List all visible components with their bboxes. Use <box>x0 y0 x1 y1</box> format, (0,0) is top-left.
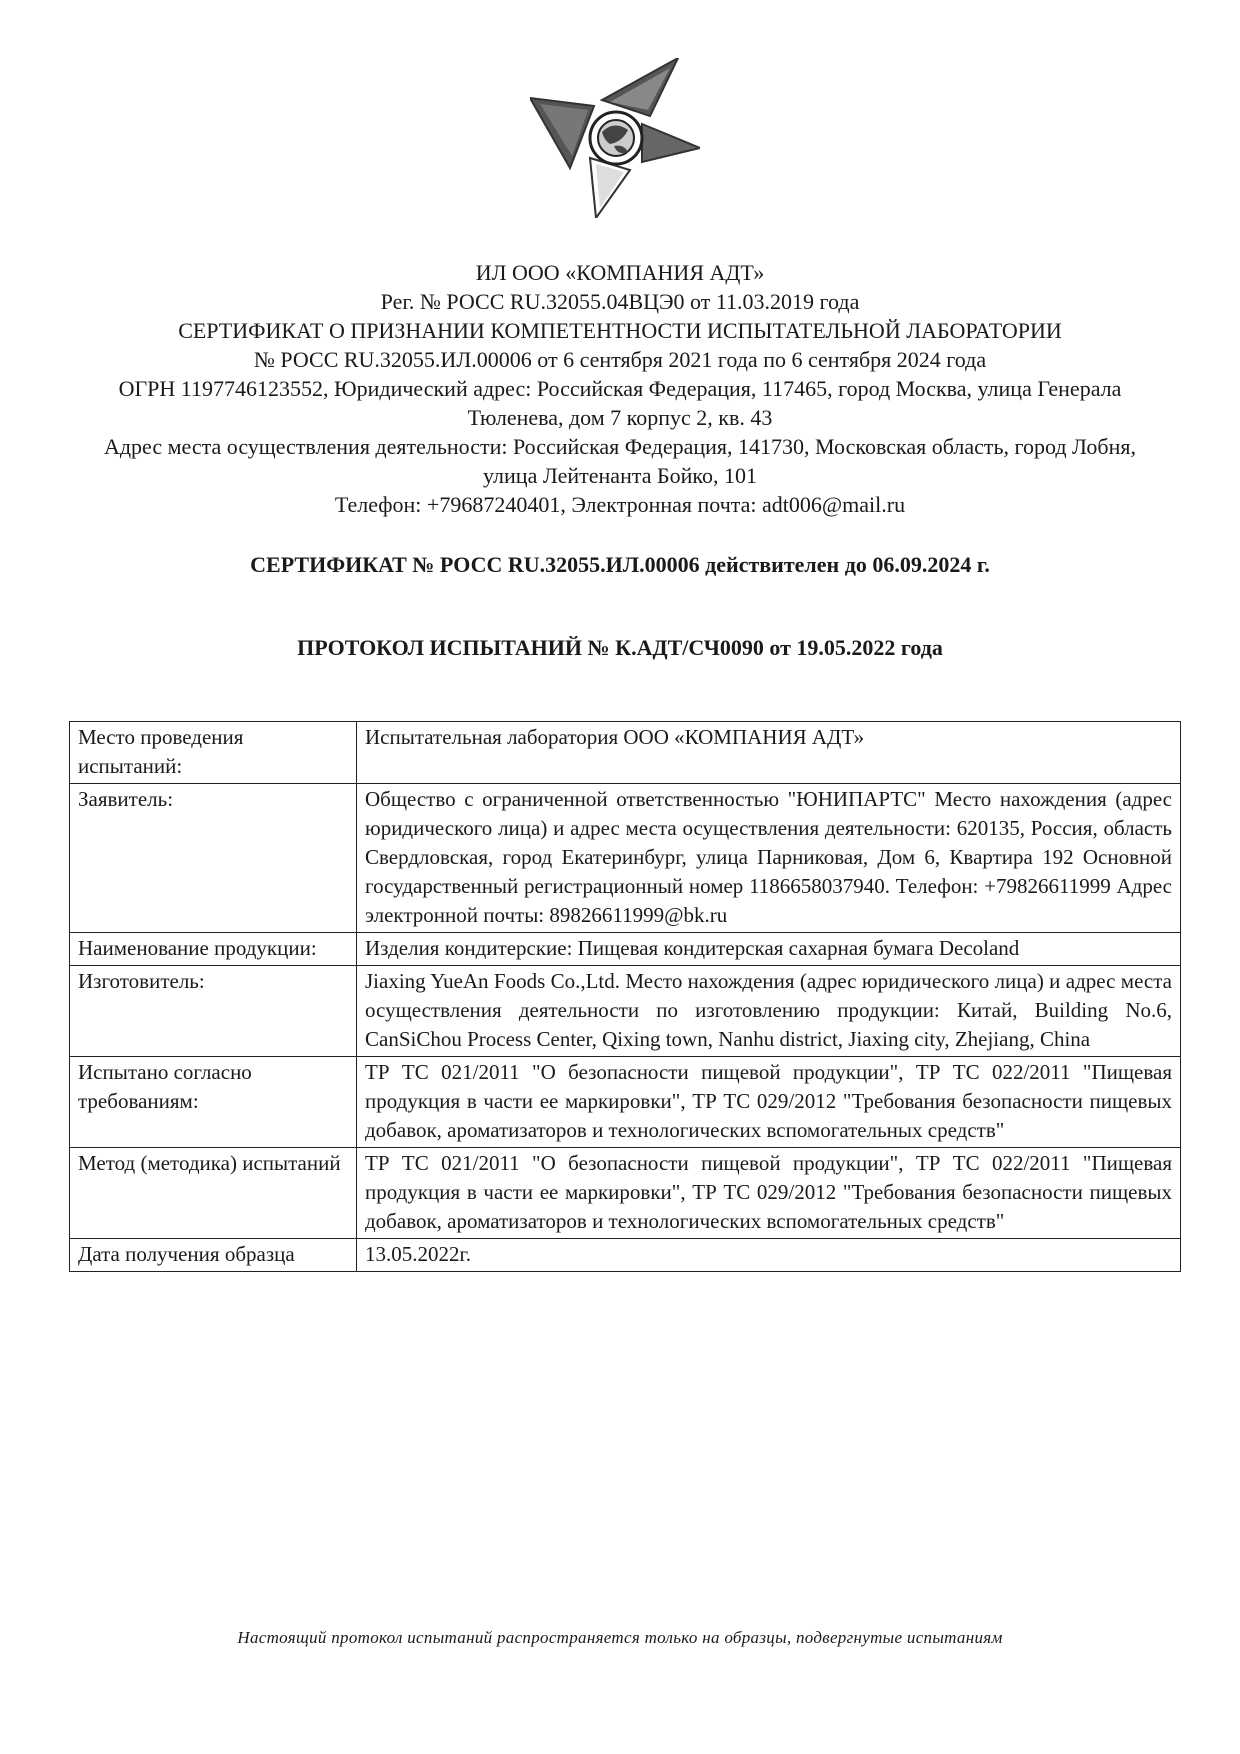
table-row <box>70 966 1181 1057</box>
row-label: Изготовитель: <box>70 966 357 1057</box>
contacts: Телефон: +79687240401, Электронная почта: adt006@mail.ru <box>334 492 906 517</box>
row-label: Метод (методика) испытаний <box>70 1148 357 1239</box>
activity-address: Адрес места осуществления деятельности: Российская Федерация, 141730, Московская область, город Лобня, улица Лейтенанта Бойко, 101 <box>103 434 1137 488</box>
row-label: Дата получения образца <box>70 1239 357 1272</box>
table-row <box>70 1057 1181 1148</box>
lab-registration: Рег. № РОСС RU.32055.04ВЦЭ0 от 11.03.2019 года <box>380 289 860 314</box>
lab-header <box>90 258 1150 519</box>
legal-address: ОГРН 1197746123552, Юридический адрес: Российская Федерация, 117465, город Москва, улица Генерала Тюленева, дом 7 корпус 2, кв. 43 <box>118 376 1122 430</box>
footer-note: Настоящий протокол испытаний распространяется только на образцы, подвергнутые испытаниям <box>237 1628 1003 1647</box>
certificate-number: № РОСС RU.32055.ИЛ.00006 от 6 сентября 2021 года по 6 сентября 2024 года <box>253 347 987 372</box>
row-value: 13.05.2022г. <box>357 1239 1181 1272</box>
company-logo-icon <box>530 58 700 218</box>
certificate-validity: СЕРТИФИКАТ № РОСС RU.32055.ИЛ.00006 действителен до 06.09.2024 г. <box>250 552 990 577</box>
row-label: Испытано согласно требованиям: <box>70 1057 357 1148</box>
row-label: Заявитель: <box>70 784 357 933</box>
row-value: Изделия кондитерские: Пищевая кондитерская сахарная бумага Decoland <box>357 933 1181 966</box>
table-row <box>70 784 1181 933</box>
row-value: Общество с ограниченной ответственностью "ЮНИПАРТС" Место нахождения (адрес юридического лица) и адрес места осуществления деятельности: 620135, Россия, область Свердловская, город Екатеринбург, улица Парниковая, Дом 6, Квартира 192 Основной государственный регистрационный номер 1186658037940. Телефон: +79826611999 Адрес электронной почты: 89826611999@bk.ru <box>357 784 1181 933</box>
protocol-info-table <box>69 721 1181 1272</box>
protocol-title: ПРОТОКОЛ ИСПЫТАНИЙ № К.АДТ/СЧ0090 от 19.05.2022 года <box>297 635 943 660</box>
table-row <box>70 933 1181 966</box>
table-row <box>70 1239 1181 1272</box>
row-value: ТР ТС 021/2011 "О безопасности пищевой продукции", ТР ТС 022/2011 "Пищевая продукция в части ее маркировки", ТР ТС 029/2012 "Требования безопасности пищевых добавок, ароматизаторов и технологических вспомогательных средств" <box>357 1057 1181 1148</box>
lab-org-name: ИЛ ООО «КОМПАНИЯ АДТ» <box>475 260 765 285</box>
row-label: Место проведения испытаний: <box>70 722 357 784</box>
table-row <box>70 722 1181 784</box>
row-value: Jiaxing YueAn Foods Co.,Ltd. Место нахождения (адрес юридического лица) и адрес места осуществления деятельности по изготовлению продукции: Китай, Building No.6, CanSiChou Process Center, Qixing town, Nanhu district, Jiaxing city, Zhejiang, China <box>357 966 1181 1057</box>
row-label: Наименование продукции: <box>70 933 357 966</box>
row-value: Испытательная лаборатория ООО «КОМПАНИЯ АДТ» <box>357 722 1181 784</box>
certificate-title: СЕРТИФИКАТ О ПРИЗНАНИИ КОМПЕТЕНТНОСТИ ИСПЫТАТЕЛЬНОЙ ЛАБОРАТОРИИ <box>178 318 1062 343</box>
row-value: ТР ТС 021/2011 "О безопасности пищевой продукции", ТР ТС 022/2011 "Пищевая продукция в части ее маркировки", ТР ТС 029/2012 "Требования безопасности пищевых добавок, ароматизаторов и технологических вспомогательных средств" <box>357 1148 1181 1239</box>
table-row <box>70 1148 1181 1239</box>
